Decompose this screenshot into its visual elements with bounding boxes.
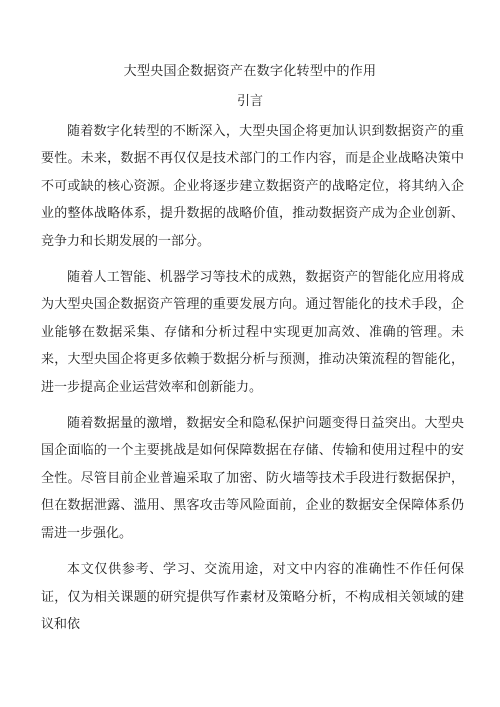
paragraph: 随着人工智能、机器学习等技术的成熟，数据资产的智能化应用将成为大型央国企数据资产管理的重要发展方向。通过智能化的技术手段，企业能够在数据采集、存储和分析过程中实现更加高效、准确的管理。未来，大型央国企将更多依赖于数据分析与预测，推动决策流程的智能化，进一步提高企业运营效率和创新能力。 bbox=[41, 270, 464, 395]
paragraph: 随着数据量的激增，数据安全和隐私保护问题变得日益突出。大型央国企面临的一个主要挑战是如何保障数据在存储、传输和使用过程中的安全性。尽管目前企业普遍采取了加密、防火墙等技术手段进行数据保护，但在数据泄露、滥用、黑客攻击等风险面前，企业的数据安全保障体系仍需进一步强化。 bbox=[41, 416, 464, 541]
document-title: 大型央国企数据资产在数字化转型中的作用 bbox=[123, 64, 377, 79]
paragraph: 本文仅供参考、学习、交流用途，对文中内容的准确性不作任何保证，仅为相关课题的研究提供写作素材及策略分析，不构成相关领域的建议和依 bbox=[41, 562, 464, 632]
paragraph: 随着数字化转型的不断深入，大型央国企将更加认识到数据资产的重要性。未来，数据不再仅仅是技术部门的工作内容，而是企业战略决策中不可或缺的核心资源。企业将逐步建立数据资产的战略定位，将其纳入企业的整体战略体系，提升数据的战略价值，推动数据资产成为企业创新、竞争力和长期发展的一部分。 bbox=[41, 124, 464, 249]
section-heading: 引言 bbox=[236, 94, 263, 109]
document-body bbox=[41, 118, 464, 647]
